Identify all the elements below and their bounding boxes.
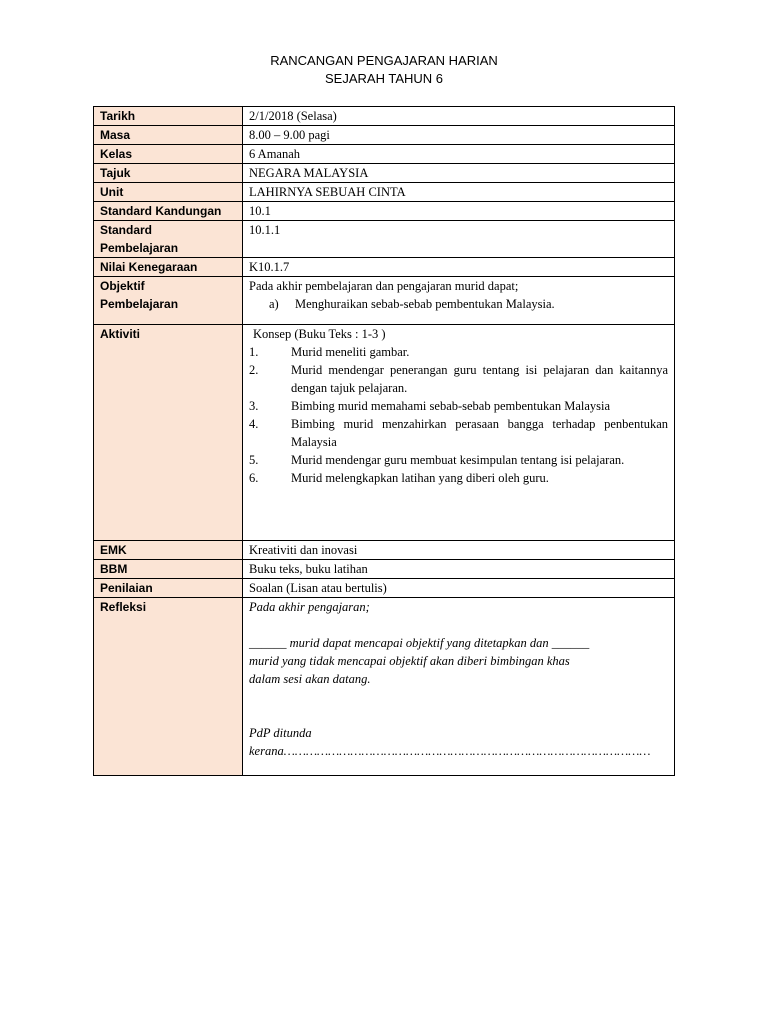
value-masa: 8.00 – 9.00 pagi xyxy=(243,126,675,145)
row-aktiviti xyxy=(94,325,675,541)
label-standard-pembelajaran-line-2: Pembelajaran xyxy=(100,241,179,255)
value-penilaian: Soalan (Lisan atau bertulis) xyxy=(243,579,675,598)
aktiviti-item-number: 2. xyxy=(249,363,259,377)
value-objektif xyxy=(243,277,675,325)
row-bbm xyxy=(94,560,675,579)
aktiviti-item-number: 1. xyxy=(249,345,259,359)
title-line-1: RANCANGAN PENGAJARAN HARIAN xyxy=(270,53,498,68)
list-item xyxy=(249,451,668,469)
value-tajuk: NEGARA MALAYSIA xyxy=(243,164,675,183)
value-kelas: 6 Amanah xyxy=(243,145,675,164)
row-penilaian xyxy=(94,579,675,598)
objektif-intro: Pada akhir pembelajaran dan pengajaran murid dapat; xyxy=(249,279,519,293)
value-nilai-kenegaraan: K10.1.7 xyxy=(243,258,675,277)
refleksi-line-1: Pada akhir pengajaran; xyxy=(249,600,370,614)
row-refleksi xyxy=(94,598,675,776)
aktiviti-item-number: 3. xyxy=(249,399,259,413)
label-standard-pembelajaran xyxy=(94,221,243,258)
row-tarikh xyxy=(94,107,675,126)
refleksi-line-5: PdP ditunda xyxy=(249,726,312,740)
value-bbm: Buku teks, buku latihan xyxy=(243,560,675,579)
value-standard-pembelajaran: 10.1.1 xyxy=(243,221,675,258)
refleksi-line-4: dalam sesi akan datang. xyxy=(249,672,371,686)
list-item xyxy=(249,397,668,415)
aktiviti-item-text: Murid mendengar penerangan guru tentang isi pelajaran dan kaitannya dengan tajuk pelajaran. xyxy=(291,363,668,395)
label-emk: EMK xyxy=(94,541,243,560)
aktiviti-item-text: Bimbing murid menzahirkan perasaan bangga terhadap penbentukan Malaysia xyxy=(291,417,668,449)
refleksi-line-3: murid yang tidak mencapai objektif akan diberi bimbingan khas xyxy=(249,654,570,668)
objektif-item-text: Menghuraikan sebab-sebab pembentukan Malaysia. xyxy=(295,297,555,311)
aktiviti-item-number: 5. xyxy=(249,453,259,467)
row-unit xyxy=(94,183,675,202)
objektif-item-number: a) xyxy=(269,297,279,311)
row-tajuk xyxy=(94,164,675,183)
list-item xyxy=(249,415,668,451)
label-kelas: Kelas xyxy=(94,145,243,164)
aktiviti-item-number: 4. xyxy=(249,417,259,431)
aktiviti-item-text: Murid meneliti gambar. xyxy=(291,345,410,359)
row-kelas xyxy=(94,145,675,164)
label-standard-pembelajaran-line-1: Standard xyxy=(100,223,153,237)
title-line-2: SEJARAH TAHUN 6 xyxy=(325,71,443,86)
value-unit: LAHIRNYA SEBUAH CINTA xyxy=(243,183,675,202)
aktiviti-intro: Konsep (Buku Teks : 1-3 ) xyxy=(253,327,386,341)
document-title xyxy=(0,52,768,88)
aktiviti-item-number: 6. xyxy=(249,471,259,485)
label-penilaian: Penilaian xyxy=(94,579,243,598)
label-unit: Unit xyxy=(94,183,243,202)
value-aktiviti xyxy=(243,325,675,541)
row-standard-pembelajaran xyxy=(94,221,675,258)
objektif-item xyxy=(249,295,668,313)
label-tajuk: Tajuk xyxy=(94,164,243,183)
label-objektif xyxy=(94,277,243,325)
label-objektif-line-2: Pembelajaran xyxy=(100,297,179,311)
label-aktiviti: Aktiviti xyxy=(94,325,243,541)
label-bbm: BBM xyxy=(94,560,243,579)
aktiviti-item-text: Murid melengkapkan latihan yang diberi oleh guru. xyxy=(291,471,549,485)
row-objektif xyxy=(94,277,675,325)
row-nilai-kenegaraan xyxy=(94,258,675,277)
label-refleksi: Refleksi xyxy=(94,598,243,776)
row-emk xyxy=(94,541,675,560)
refleksi-line-2: ______ murid dapat mencapai objektif yang ditetapkan dan ______ xyxy=(249,636,590,650)
aktiviti-item-text: Bimbing murid memahami sebab-sebab pembentukan Malaysia xyxy=(291,399,611,413)
label-objektif-line-1: Objektif xyxy=(100,279,145,293)
aktiviti-list xyxy=(249,343,668,487)
label-nilai-kenegaraan: Nilai Kenegaraan xyxy=(94,258,243,277)
row-masa xyxy=(94,126,675,145)
row-standard-kandungan xyxy=(94,202,675,221)
list-item xyxy=(249,343,668,361)
value-emk: Kreativiti dan inovasi xyxy=(243,541,675,560)
label-standard-kandungan: Standard Kandungan xyxy=(94,202,243,221)
list-item xyxy=(249,361,668,397)
value-standard-kandungan: 10.1 xyxy=(243,202,675,221)
refleksi-line-6: kerana……………………………………………………………………………………… xyxy=(249,744,651,758)
list-item xyxy=(249,469,668,487)
aktiviti-item-text: Murid mendengar guru membuat kesimpulan tentang isi pelajaran. xyxy=(291,453,625,467)
value-refleksi xyxy=(243,598,675,776)
label-masa: Masa xyxy=(94,126,243,145)
value-tarikh: 2/1/2018 (Selasa) xyxy=(243,107,675,126)
label-tarikh: Tarikh xyxy=(94,107,243,126)
lesson-plan-table xyxy=(93,106,675,776)
